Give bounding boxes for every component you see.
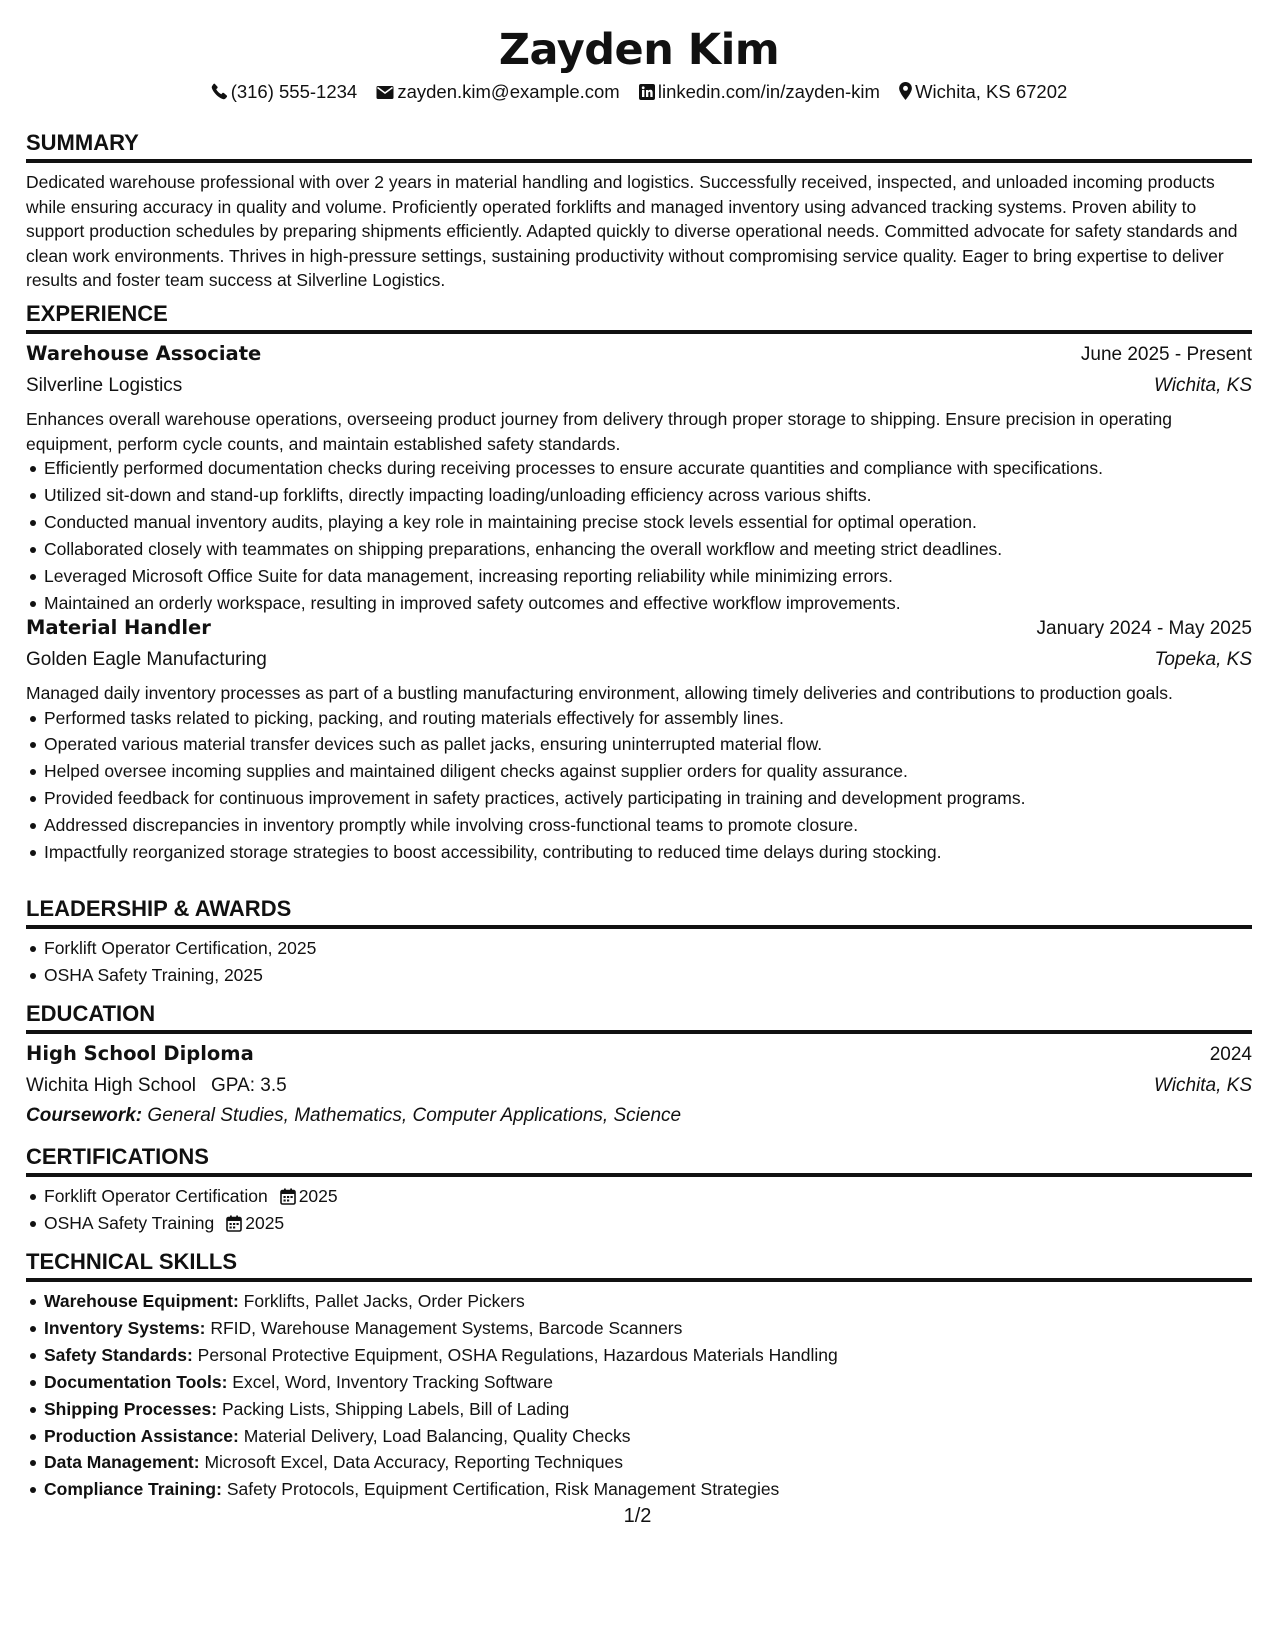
page-number: 1/2 bbox=[623, 1505, 652, 1527]
location-text: Wichita, KS 67202 bbox=[915, 81, 1068, 102]
skill-label: Shipping Processes: bbox=[44, 1398, 218, 1419]
certification-name: Forklift Operator Certification bbox=[44, 1186, 268, 1206]
skill-value: Personal Protective Equipment, OSHA Regulations, Hazardous Materials Handling bbox=[197, 1344, 838, 1365]
list-item: Provided feedback for continuous improvement in safety practices, actively participating in training and development programs. bbox=[44, 785, 1252, 812]
contact-phone bbox=[211, 78, 358, 106]
list-item bbox=[44, 1315, 1252, 1342]
skills-section bbox=[26, 1249, 1252, 1503]
graduation-year: 2024 bbox=[1209, 1044, 1252, 1065]
list-item bbox=[44, 1288, 1252, 1315]
resume-page bbox=[26, 0, 1252, 1500]
skill-value: Packing Lists, Shipping Labels, Bill of Lading bbox=[221, 1398, 570, 1419]
skill-label: Safety Standards: bbox=[44, 1344, 193, 1365]
phone-icon bbox=[211, 83, 228, 100]
list-item bbox=[44, 1210, 1252, 1237]
job-bullets bbox=[26, 705, 1252, 866]
calendar-icon bbox=[280, 1188, 296, 1205]
job-company: Golden Eagle Manufacturing bbox=[26, 649, 267, 670]
skill-value: Safety Protocols, Equipment Certification, Risk Management Strategies bbox=[226, 1479, 780, 1500]
list-item: Collaborated closely with teammates on shipping preparations, enhancing the overall workflow and meeting strict deadlines. bbox=[44, 536, 1252, 563]
list-item: Addressed discrepancies in inventory promptly while involving cross-functional teams to promote closure. bbox=[44, 812, 1252, 839]
section-title-skills: TECHNICAL SKILLS bbox=[26, 1249, 1252, 1282]
skill-label: Compliance Training: bbox=[44, 1479, 222, 1500]
contact-linkedin[interactable] bbox=[639, 78, 880, 106]
education-section bbox=[26, 1001, 1252, 1131]
school-name: Wichita High School bbox=[26, 1075, 197, 1096]
gpa: GPA: 3.5 bbox=[211, 1075, 287, 1096]
email-text: zayden.kim@example.com bbox=[397, 81, 620, 102]
skill-value: Microsoft Excel, Data Accuracy, Reporting Techniques bbox=[204, 1452, 624, 1473]
skill-value: Material Delivery, Load Balancing, Quality Checks bbox=[243, 1425, 631, 1446]
list-item: Utilized sit-down and stand-up forklifts, directly impacting loading/unloading efficiency across various shifts. bbox=[44, 482, 1252, 509]
skill-label: Production Assistance: bbox=[44, 1425, 239, 1446]
skills-list bbox=[26, 1288, 1252, 1503]
certification-year: 2025 bbox=[298, 1186, 338, 1206]
job-location: Topeka, KS bbox=[1154, 649, 1252, 670]
candidate-name: Zayden Kim bbox=[498, 25, 780, 75]
list-item bbox=[44, 1342, 1252, 1369]
school-location: Wichita, KS bbox=[1153, 1075, 1252, 1096]
phone-text: (316) 555-1234 bbox=[230, 81, 358, 102]
skill-label: Data Management: bbox=[44, 1452, 200, 1473]
certification-year: 2025 bbox=[245, 1212, 285, 1233]
job-entry bbox=[26, 338, 1252, 616]
list-item: Efficiently performed documentation checks during receiving processes to ensure accurate quantities and compliance with specifications. bbox=[44, 455, 1252, 482]
job-description: Enhances overall warehouse operations, overseeing product journey from delivery through proper storage to shipping. Ensure precision in operating equipment, perform cycle counts, and maintain established safety standards. bbox=[26, 409, 1172, 454]
section-title-leadership: LEADERSHIP & AWARDS bbox=[26, 896, 1252, 929]
leadership-section bbox=[26, 896, 1252, 989]
skill-label: Inventory Systems: bbox=[44, 1317, 206, 1338]
coursework-label: Coursework: bbox=[26, 1105, 143, 1126]
school-info bbox=[26, 1070, 287, 1102]
job-title: Material Handler bbox=[26, 616, 211, 639]
list-item bbox=[44, 1449, 1252, 1476]
list-item: Impactfully reorganized storage strategies to boost accessibility, contributing to reduced time delays during stocking. bbox=[44, 839, 1252, 866]
contact-email[interactable] bbox=[376, 78, 619, 106]
experience-section bbox=[26, 301, 1252, 863]
list-item: Leveraged Microsoft Office Suite for data management, increasing reporting reliability while minimizing errors. bbox=[44, 563, 1252, 590]
job-dates: June 2025 - Present bbox=[1080, 344, 1252, 365]
job-title: Warehouse Associate bbox=[26, 342, 262, 365]
leadership-list bbox=[26, 935, 1252, 989]
list-item: Performed tasks related to picking, packing, and routing materials effectively for assembly lines. bbox=[44, 705, 1252, 732]
section-title-summary: SUMMARY bbox=[26, 130, 1252, 163]
certifications-list bbox=[26, 1183, 1252, 1237]
calendar-icon bbox=[226, 1215, 242, 1232]
contact-location bbox=[899, 78, 1067, 106]
list-item: Forklift Operator Certification, 2025 bbox=[44, 935, 1252, 962]
job-location: Wichita, KS bbox=[1153, 375, 1252, 396]
list-item: Operated various material transfer devices such as pallet jacks, ensuring uninterrupted material flow. bbox=[44, 731, 1252, 758]
job-entry bbox=[26, 612, 1252, 866]
list-item bbox=[44, 1476, 1252, 1503]
list-item: Conducted manual inventory audits, playing a key role in maintaining precise stock levels essential for optimal operation. bbox=[44, 509, 1252, 536]
list-item bbox=[44, 1183, 1252, 1210]
coursework bbox=[26, 1101, 1252, 1131]
list-item bbox=[44, 1396, 1252, 1423]
summary-text: Dedicated warehouse professional with over 2 years in material handling and logistics. Successfully received, inspected, and unloaded incoming products while ensuring accuracy in quality and volume. Proficiently operated forklifts and managed inventory using advanced tracking systems. Proven ability to support production schedules by preparing shipments efficiently. Adapted quickly to diverse operational needs. Committed advocate for safety standards and clean work environments. Thrives in high-pressure settings, sustaining productivity without compromising service quality. Eager to bring expertise to deliver results and foster team success at Silverline Logistics. bbox=[26, 172, 1238, 290]
list-item: Helped oversee incoming supplies and maintained diligent checks against supplier orders for quality assurance. bbox=[44, 758, 1252, 785]
list-item: OSHA Safety Training, 2025 bbox=[44, 962, 1252, 989]
section-title-education: EDUCATION bbox=[26, 1001, 1252, 1034]
certification-name: OSHA Safety Training bbox=[44, 1212, 215, 1233]
envelope-icon bbox=[376, 85, 394, 100]
job-company: Silverline Logistics bbox=[26, 375, 183, 396]
degree: High School Diploma bbox=[26, 1042, 254, 1065]
list-item: Maintained an orderly workspace, resulting in improved safety outcomes and effective workflow improvements. bbox=[44, 590, 1252, 617]
contact-bar bbox=[26, 78, 1252, 106]
summary-section bbox=[26, 130, 1252, 293]
linkedin-icon bbox=[639, 84, 655, 100]
skill-label: Documentation Tools: bbox=[44, 1371, 228, 1392]
list-item bbox=[44, 1369, 1252, 1396]
skill-value: Excel, Word, Inventory Tracking Software bbox=[232, 1371, 553, 1392]
map-pin-icon bbox=[899, 82, 912, 100]
skill-value: Forklifts, Pallet Jacks, Order Pickers bbox=[243, 1291, 525, 1311]
section-title-certifications: CERTIFICATIONS bbox=[26, 1144, 1252, 1177]
section-title-experience: EXPERIENCE bbox=[26, 301, 1252, 334]
skill-label: Warehouse Equipment: bbox=[44, 1291, 239, 1311]
list-item bbox=[44, 1423, 1252, 1450]
skill-value: RFID, Warehouse Management Systems, Barcode Scanners bbox=[210, 1317, 683, 1338]
certifications-section bbox=[26, 1144, 1252, 1237]
job-bullets bbox=[26, 455, 1252, 616]
coursework-text: General Studies, Mathematics, Computer Applications, Science bbox=[147, 1105, 682, 1126]
linkedin-text: linkedin.com/in/zayden-kim bbox=[657, 81, 880, 102]
job-description: Managed daily inventory processes as part of a bustling manufacturing environment, allowing timely deliveries and contributions to production goals. bbox=[26, 683, 1173, 703]
job-dates: January 2024 - May 2025 bbox=[1036, 618, 1252, 639]
